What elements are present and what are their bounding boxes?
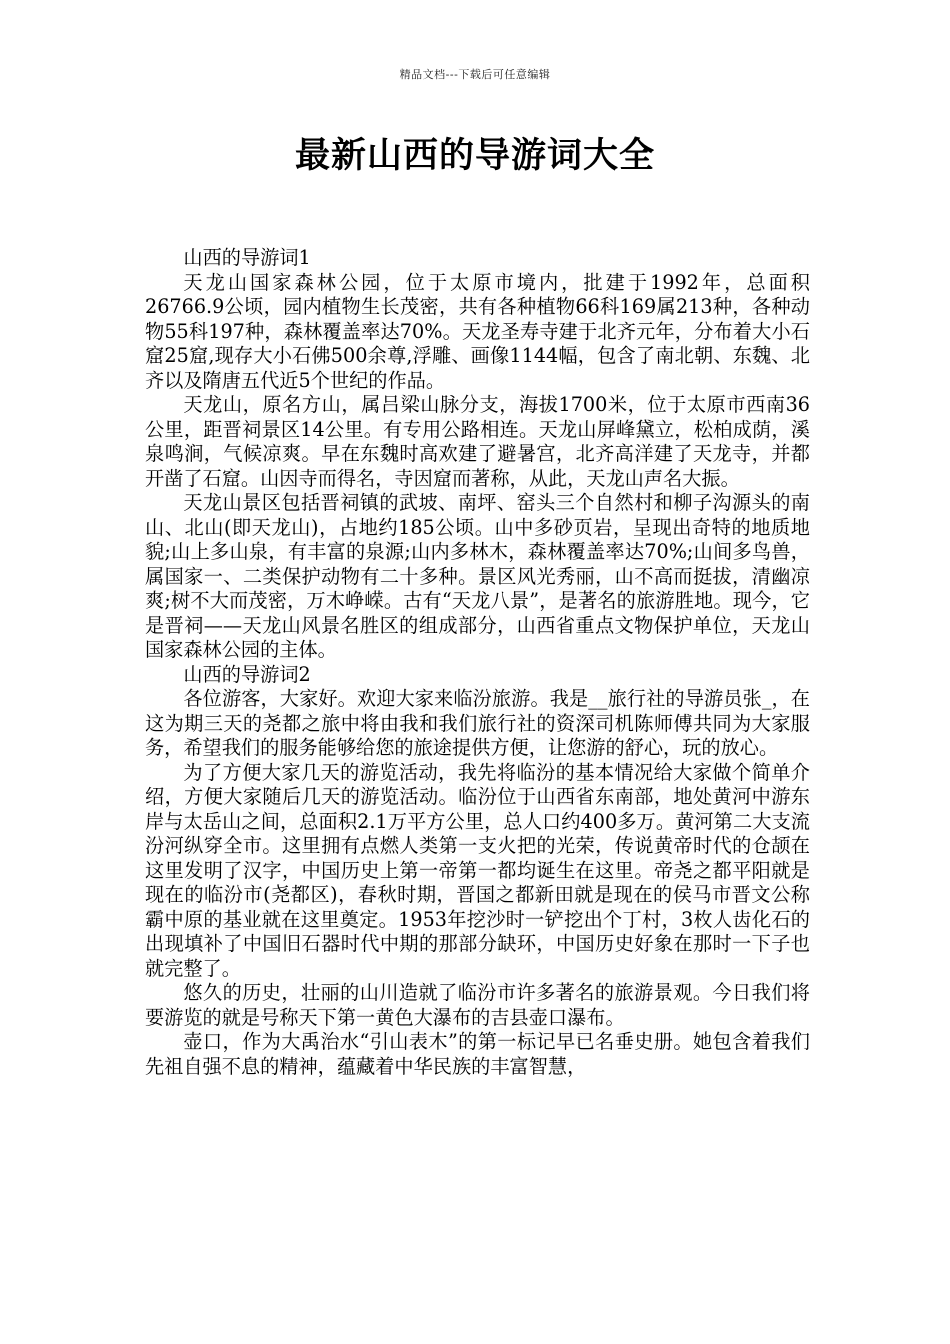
section-heading: 山西的导游词1 bbox=[183, 246, 311, 269]
paragraph: 天龙山景区包括晋祠镇的武坡、南坪、窑头三个自然村和柳子沟源头的南山、北山(即天龙山)，占地约185公顷。山中多砂页岩，呈现出奇特的地质地貌;山上多山泉，有丰富的泉源;山内多林木，森林覆盖率达70%;山间多鸟兽，属国家一、二类保护动物有二十多种。景区风光秀丽，山不高而挺拔，清幽凉爽;树不大而茂密，万木峥嵘。古有“天龙八景”，是著名的旅游胜地。现今，它是晋祠——天龙山风景名胜区的组成部分，山西省重点文物保护单位，天龙山国家森林公园的主体。 bbox=[145, 491, 810, 661]
header-note: 精品文档---下载后可任意编辑 bbox=[399, 68, 551, 81]
paragraph: 各位游客，大家好。欢迎大家来临汾旅游。我是__旅行社的导游员张_，在这为期三天的尧都之旅中将由我和我们旅行社的资深司机陈师傅共同为大家服务，希望我们的服务能够给您的旅途提供方便，让您游的舒心，玩的放心。 bbox=[145, 687, 810, 759]
section-heading: 山西的导游词2 bbox=[183, 662, 311, 686]
paragraph: 天龙山国家森林公园，位于太原市境内，批建于1992年，总面积26766.9公顷，园内植物生长茂密，共有各种植物66科169属213种，各种动物55科197种，森林覆盖率达70%。天龙圣寿寺建于北齐元年，分布着大小石窟25窟,现存大小石佛500余尊,浮雕、画像1144幅，包含了南北朝、东魏、北齐以及隋唐五代近5个世纪的作品。 bbox=[145, 270, 810, 392]
paragraph: 天龙山，原名方山，属吕梁山脉分支，海拔1700米，位于太原市西南36公里，距晋祠景区14公里。有专用公路相连。天龙山屏峰黛立，松柏成荫，溪泉鸣涧，气候凉爽。早在东魏时高欢建了避暑宫，北齐高洋建了天龙寺，并都开凿了石窟。山因寺而得名，寺因窟而著称，从此，天龙山声名大振。 bbox=[145, 393, 810, 490]
paragraph: 为了方便大家几天的游览活动，我先将临汾的基本情况给大家做个简单介绍，方便大家随后几天的游览活动。临汾位于山西省东南部，地处黄河中游东岸与太岳山之间，总面积2.1万平方公里，总人口约400多万。黄河第二大支流汾河纵穿全市。这里拥有点燃人类第一支火把的光荣，传说黄帝时代的仓颉在这里发明了汉字，中国历史上第一帝第一都均诞生在这里。帝尧之都平阳就是现在的临汾市(尧都区)，春秋时期，晋国之都新田就是现在的侯马市晋文公称霸中原的基业就在这里奠定。1953年挖沙时一铲挖出个丁村，3枚人齿化石的出现填补了中国旧石器时代中期的那部分缺环，中国历史好象在那时一下子也就完整了。 bbox=[145, 760, 810, 980]
paragraph: 壶口，作为大禹治水“引山表木”的第一标记早已名垂史册。她包含着我们先祖自强不息的精神，蕴藏着中华民族的丰富智慧， bbox=[145, 1030, 810, 1078]
paragraph: 悠久的历史，壮丽的山川造就了临汾市许多著名的旅游景观。今日我们将要游览的就是号称天下第一黄色大瀑布的吉县壶口瀑布。 bbox=[145, 981, 810, 1029]
document-title: 最新山西的导游词大全 bbox=[294, 136, 655, 176]
document-body bbox=[145, 246, 810, 1079]
